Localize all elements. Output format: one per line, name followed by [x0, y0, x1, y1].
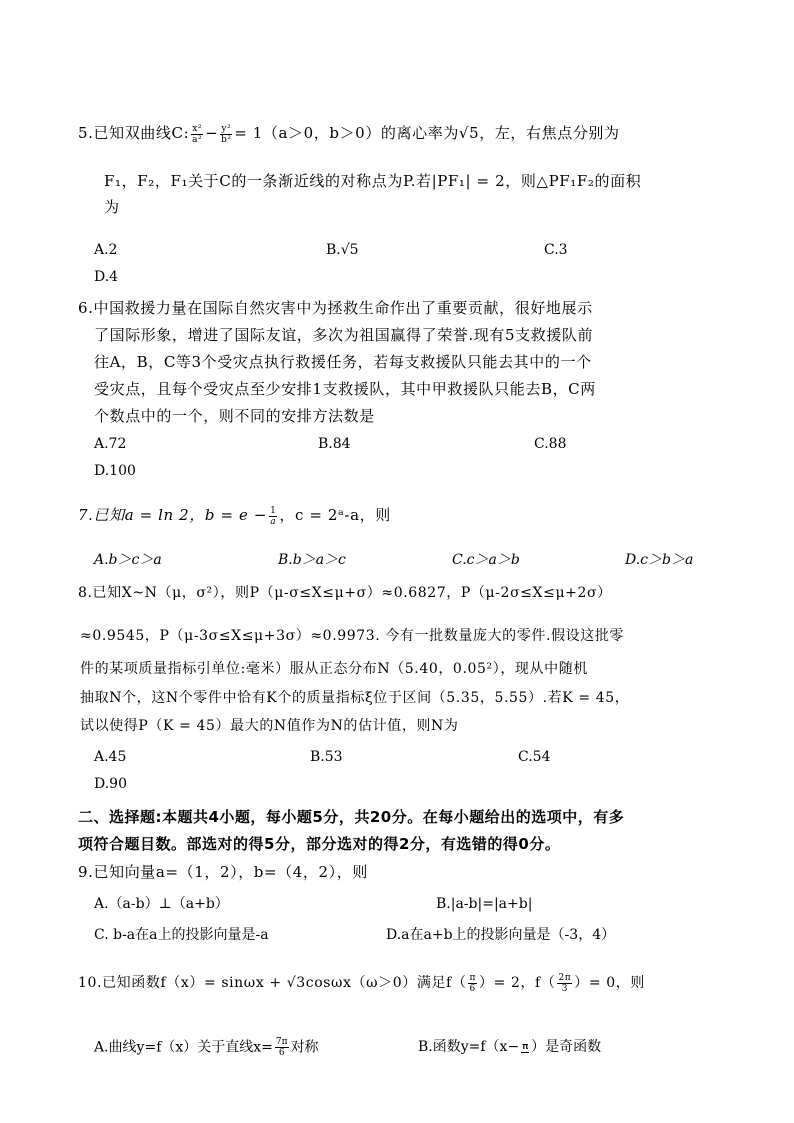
- q7-option-b: B.b＞a＞c: [278, 552, 346, 568]
- q10-option-a: [94, 1037, 319, 1058]
- q5-stem-line2: F₁，F₂，F₁关于C的一条渐近线的对称点为P.若|PF₁| = 2，则△PF₁F₂的面积: [104, 172, 642, 190]
- q7-fraction-num: 1: [270, 505, 277, 516]
- q9-option-b: B.|a-b|=|a+b|: [436, 896, 533, 912]
- q5-fraction-y: [220, 124, 232, 145]
- q5-stem-line3: 为: [104, 198, 120, 216]
- q10-option-a-fraction-den: 6: [278, 1048, 285, 1058]
- q5-option-b: B.√5: [326, 242, 359, 258]
- q9-option-d: D.a在a+b上的投影向量是（-3，4）: [386, 927, 616, 943]
- q5-minus: −: [205, 124, 219, 142]
- q9-option-a: A.（a-b）⊥（a+b）: [94, 896, 229, 912]
- q6-option-d: D.100: [94, 463, 136, 479]
- q10-option-a-fraction-num: 7π: [275, 1037, 288, 1047]
- q5-option-c: C.3: [544, 242, 568, 258]
- q10-option-a-fraction: [275, 1037, 289, 1058]
- q6-option-a: A.72: [94, 436, 127, 452]
- q10-option-b-post: ）是奇函数: [531, 1039, 602, 1055]
- q5-fraction-y-num: y²: [221, 123, 232, 134]
- q10-option-b-fraction-num: 𝛑: [522, 1041, 529, 1052]
- q10-option-a-post: 对称: [290, 1039, 319, 1056]
- q8-option-a: A.45: [94, 749, 127, 765]
- q10-option-b-pre: B.函数y=f（x−: [418, 1039, 520, 1055]
- q5-fraction-x: [191, 124, 203, 145]
- q6-stem-line5: 个数点中的一个，则不同的安排方法数是: [94, 407, 375, 425]
- q5-stem-pre: 5.已知双曲线C:: [78, 124, 190, 142]
- q7-stem-post: ，c = 2ᵃ-a，则: [279, 506, 391, 524]
- q5-fraction-x-den: a²: [192, 134, 203, 145]
- q8-stem-line3: 件的某项质量指标引单位:毫米）服从正态分布N（5.40，0.05²），现从中随机: [80, 661, 588, 677]
- q6-stem-line3: 往A，B，C等3个受灾点执行救援任务，若每支救援队只能去其中的一个: [94, 353, 592, 371]
- q9-stem: 9.已知向量a=（1，2），b=（4，2），则: [78, 863, 368, 881]
- q7-stem: [78, 504, 391, 527]
- q10-stem-post: ）= 0，则: [574, 975, 645, 991]
- q8-stem-line4: 抽取N个，这N个零件中恰有K个的质量指标ξ位于区间（5.35，5.55）.若K = 45，: [80, 690, 630, 706]
- q5-stem-post: = 1（a＞0，b＞0）的离心率为√5，左，右焦点分别为: [234, 124, 620, 142]
- q6-option-b: B.84: [318, 436, 351, 452]
- q10-option-b: [418, 1037, 601, 1057]
- q10-fraction-2-den: 3: [561, 983, 569, 994]
- q7-option-d: D.c＞b＞a: [625, 552, 694, 568]
- q10-option-a-pre: A.曲线y=f（x）关于直线x=: [94, 1039, 273, 1056]
- q7-option-c: C.c＞a＞b: [452, 552, 520, 568]
- q10-option-b-fraction: [521, 1042, 529, 1053]
- q6-stem-line1: 6.中国救援力量在国际自然灾害中为拯救生命作出了重要贡献，很好地展示: [78, 299, 593, 317]
- q5-stem-line1: [78, 122, 620, 145]
- q10-fraction-2: [557, 973, 572, 994]
- q6-stem-line2: 了国际形象，增进了国际友谊，多次为祖国赢得了荣誉.现有5支救援队前: [94, 326, 594, 344]
- q10-stem: [78, 972, 645, 994]
- q7-fraction-den: a: [270, 516, 277, 527]
- q8-stem-line1: 8.已知X~N（μ，σ²），则P（μ-σ≤X≤μ+σ）≈0.6827，P（μ-2σ≤X≤μ+2σ）: [78, 585, 612, 601]
- q8-stem-line2: ≈0.9545，P（μ-3σ≤X≤μ+3σ）≈0.9973. 今有一批数量庞大的零件.假设这批零: [80, 628, 625, 644]
- q8-stem-line5: 试以使得P（K = 45）最大的N值作为N的估计值，则N为: [80, 718, 459, 734]
- q9-option-c: C. b-a在a上的投影向量是-a: [94, 927, 269, 943]
- q6-option-c: C.88: [534, 436, 567, 452]
- section2-heading-line1: 二、选择题:本题共4小题，每小题5分，共20分。在每小题给出的选项中，有多: [78, 808, 625, 826]
- q7-option-a: A.b＞c＞a: [94, 552, 162, 568]
- q5-option-d: D.4: [94, 269, 119, 285]
- q10-fraction-1-den: 6: [469, 983, 476, 994]
- q10-stem-mid: ）= 2，f（: [478, 975, 556, 991]
- q8-option-b: B.53: [310, 749, 343, 765]
- q6-stem-line4: 受灾点，且每个受灾点至少安排1支救援队，其中甲救援队只能去B，C两: [94, 380, 596, 398]
- q8-option-d: D.90: [94, 776, 127, 792]
- q5-option-a: A.2: [94, 242, 118, 258]
- q10-fraction-1: [468, 973, 477, 994]
- q5-fraction-y-den: b²: [220, 134, 232, 145]
- q7-fraction: [269, 506, 277, 527]
- q8-option-c: C.54: [518, 749, 551, 765]
- q7-stem-pre: 7.已知a = ln 2，b = e −: [78, 506, 268, 524]
- q10-fraction-2-num: 2π: [558, 972, 572, 983]
- section2-heading-line2: 项符合题目数。部选对的得5分，部分选对的得2分，有选错的得0分。: [78, 835, 561, 853]
- q10-stem-pre: 10.已知函数f（x）= sinωx + √3cosωx（ω＞0）满足f（: [78, 975, 467, 991]
- q5-fraction-x-num: x²: [192, 123, 203, 134]
- q10-fraction-1-num: π: [469, 972, 476, 983]
